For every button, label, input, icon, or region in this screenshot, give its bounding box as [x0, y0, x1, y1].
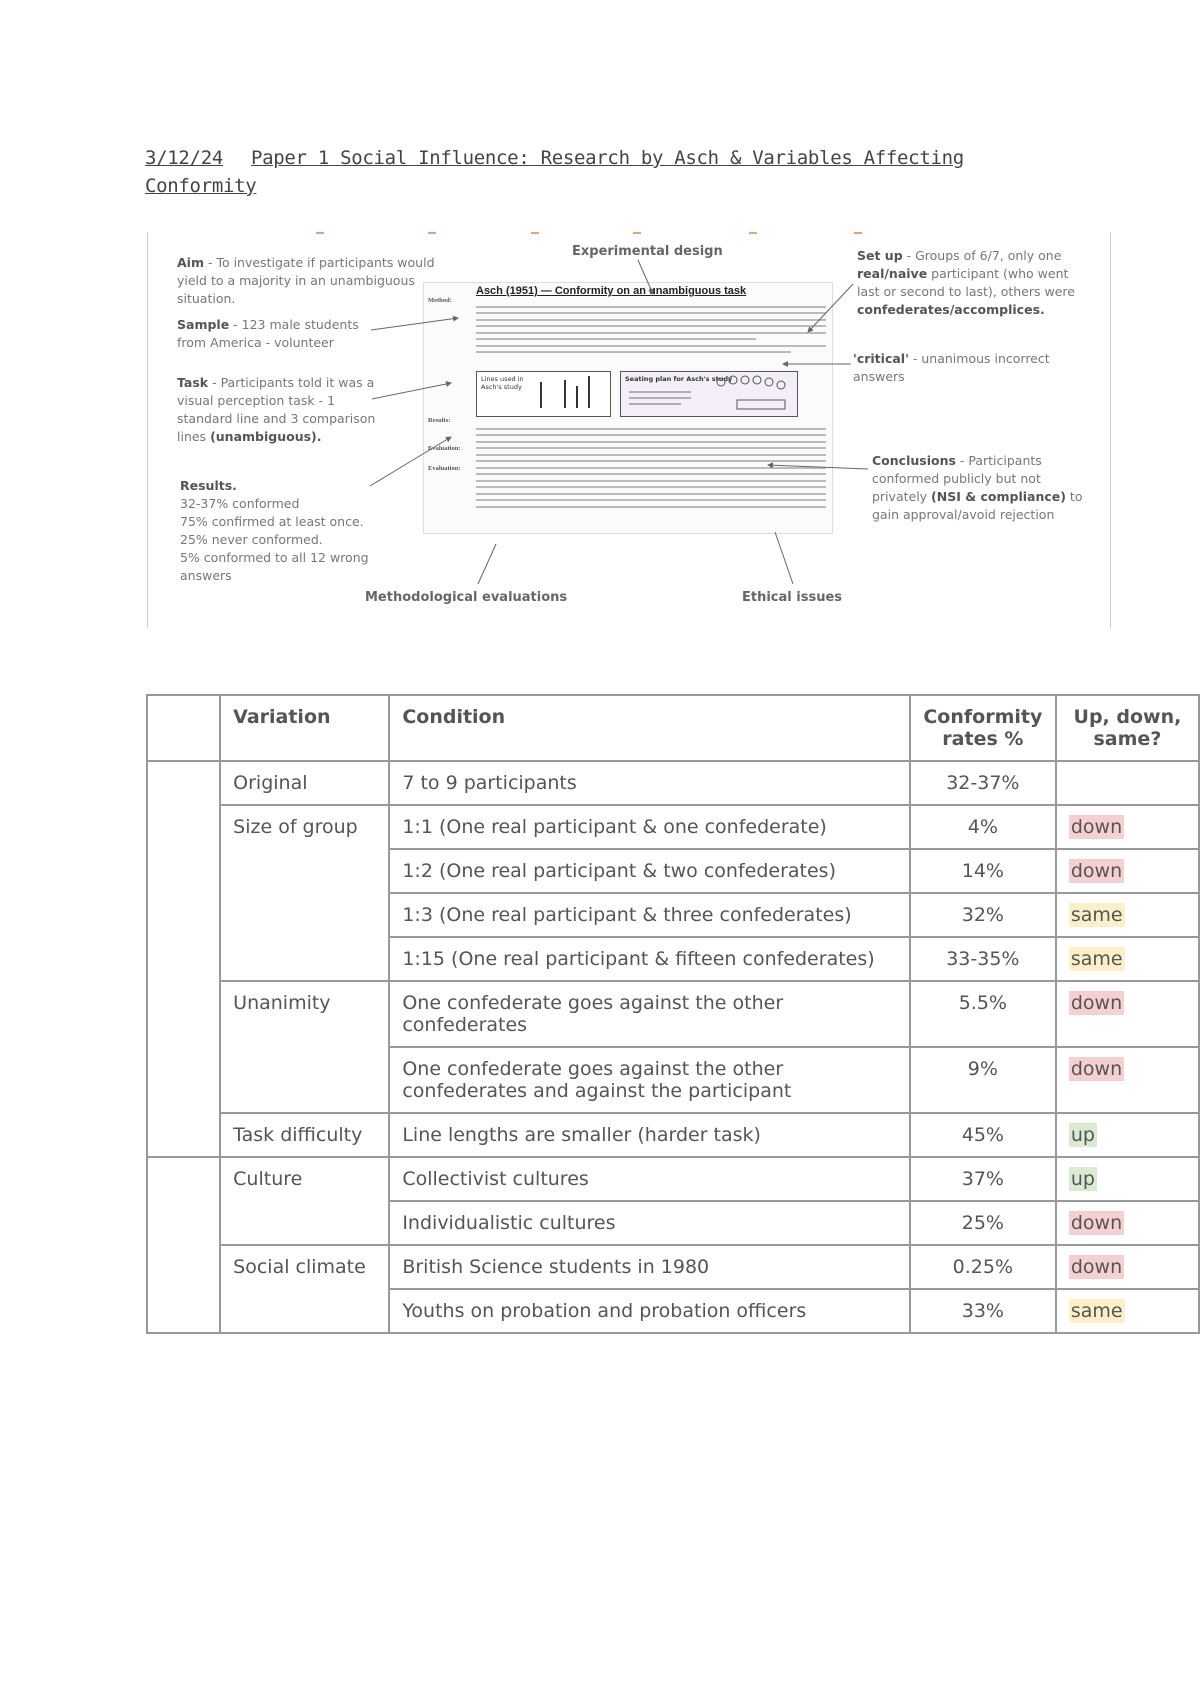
change-tag: same: [1070, 1300, 1123, 1322]
table-row: [147, 981, 1199, 1047]
condition-cell: Youths on probation and probation officers: [389, 1289, 910, 1333]
change-cell: [1056, 937, 1199, 981]
task-annotation: Task - Participants told it was a visual perception task - 1 standard line and 3 comparison lines (unambiguous).: [177, 375, 376, 444]
methodological-evaluations-label: Methodological evaluations: [365, 590, 568, 605]
condition-cell: 1:3 (One real participant & three confederates): [389, 893, 910, 937]
page-date: 3/12/24: [145, 147, 223, 169]
rate-cell: 33%: [910, 1289, 1056, 1333]
condition-cell: One confederate goes against the other confederates and against the participant: [389, 1047, 910, 1113]
change-tag: down: [1070, 992, 1123, 1014]
change-cell: [1056, 805, 1199, 849]
change-cell: [1056, 1047, 1199, 1113]
change-tag: same: [1070, 904, 1123, 926]
inset-heading: Asch (1951) — Conformity on an unambiguous task: [476, 285, 747, 297]
critical-annotation: 'critical' - unanimous incorrect answers: [853, 351, 1050, 384]
annotation-arrows: [148, 232, 1110, 628]
variation-cell: Culture: [220, 1157, 389, 1245]
change-cell: [1056, 1289, 1199, 1333]
condition-cell: One confederate goes against the other confederates: [389, 981, 910, 1047]
change-cell: [1056, 1157, 1199, 1201]
change-tag: same: [1070, 948, 1123, 970]
rate-cell: 32%: [910, 893, 1056, 937]
table-row: [147, 761, 1199, 805]
rate-cell: 14%: [910, 849, 1056, 893]
condition-cell: British Science students in 1980: [389, 1245, 910, 1289]
table-row: [147, 805, 1199, 849]
rate-cell: 5.5%: [910, 981, 1056, 1047]
lines-diagram-caption: Lines used in Asch's study: [481, 375, 524, 391]
seating-plan-caption: Seating plan for Asch's study: [625, 375, 733, 383]
page-heading: Paper 1 Social Influence: Research by Asch & Variables Affecting Conformity: [145, 147, 964, 197]
change-cell: [1056, 849, 1199, 893]
change-tag: down: [1070, 860, 1123, 882]
table-row: [147, 1157, 1199, 1201]
col-header-variation: Variation: [220, 695, 389, 761]
ethical-issues-label: Ethical issues: [742, 590, 843, 605]
rate-cell: 9%: [910, 1047, 1056, 1113]
condition-cell: Individualistic cultures: [389, 1201, 910, 1245]
condition-cell: 7 to 9 participants: [389, 761, 910, 805]
rate-cell: 32-37%: [910, 761, 1056, 805]
sample-annotation: Sample - 123 male students from America - volunteer: [177, 317, 359, 350]
inset-row-label: Evaluation:: [428, 465, 461, 472]
aim-annotation: Aim - To investigate if participants would yield to a majority in an unambiguous situation.: [177, 255, 435, 306]
change-tag: up: [1070, 1124, 1095, 1146]
inset-row-label: Method:: [428, 297, 452, 304]
rate-cell: 45%: [910, 1113, 1056, 1157]
change-tag: down: [1070, 1058, 1123, 1080]
change-tag: down: [1070, 1212, 1123, 1234]
variables-table: [146, 694, 1200, 1334]
inset-row-label: Evaluation:: [428, 445, 461, 452]
change-cell: [1056, 1245, 1199, 1289]
change-cell: [1056, 761, 1199, 805]
condition-cell: 1:15 (One real participant & fifteen confederates): [389, 937, 910, 981]
condition-cell: Line lengths are smaller (harder task): [389, 1113, 910, 1157]
rate-cell: 4%: [910, 805, 1056, 849]
inset-row-label: Results:: [428, 417, 451, 424]
rate-cell: 0.25%: [910, 1245, 1056, 1289]
change-tag: down: [1070, 1256, 1123, 1278]
results-annotation: Results. 32-37% conformed 75% confirmed at least once. 25% never conformed. 5% conformed to all 12 wrong answers: [180, 478, 369, 583]
variation-cell: Unanimity: [220, 981, 389, 1113]
rate-cell: 25%: [910, 1201, 1056, 1245]
col-header-condition: Condition: [389, 695, 910, 761]
variation-cell: Size of group: [220, 805, 389, 981]
rate-cell: 33-35%: [910, 937, 1056, 981]
table-header-row: [147, 695, 1199, 761]
condition-cell: 1:2 (One real participant & two confederates): [389, 849, 910, 893]
setup-annotation: Set up - Groups of 6/7, only one real/naive participant (who went last or second to last), others were confederates/accomplices.: [857, 248, 1075, 317]
change-tag: [1069, 771, 1073, 795]
rate-cell: 37%: [910, 1157, 1056, 1201]
col-header-change: Up, down, same?: [1056, 695, 1199, 761]
table-row: [147, 1113, 1199, 1157]
change-cell: [1056, 1201, 1199, 1245]
variation-cell: Original: [220, 761, 389, 805]
change-cell: [1056, 981, 1199, 1047]
change-cell: [1056, 1113, 1199, 1157]
conclusions-annotation: Conclusions - Participants conformed publicly but not privately (NSI & compliance) to gain approval/avoid rejection: [872, 453, 1083, 522]
change-cell: [1056, 893, 1199, 937]
change-tag: down: [1070, 816, 1123, 838]
variation-cell: Task difficulty: [220, 1113, 389, 1157]
col-header-conformity: Conformity rates %: [910, 695, 1056, 761]
group-cell: [147, 761, 220, 1157]
condition-cell: 1:1 (One real participant & one confederate): [389, 805, 910, 849]
group-cell: [147, 1157, 220, 1333]
table-row: [147, 1245, 1199, 1289]
asch-study-figure: [147, 232, 1111, 628]
col-header-blank: [147, 695, 220, 761]
change-tag: up: [1070, 1168, 1095, 1190]
page-title: [145, 144, 1045, 200]
variation-cell: Social climate: [220, 1245, 389, 1333]
condition-cell: Collectivist cultures: [389, 1157, 910, 1201]
experimental-design-label: Experimental design: [572, 244, 723, 259]
